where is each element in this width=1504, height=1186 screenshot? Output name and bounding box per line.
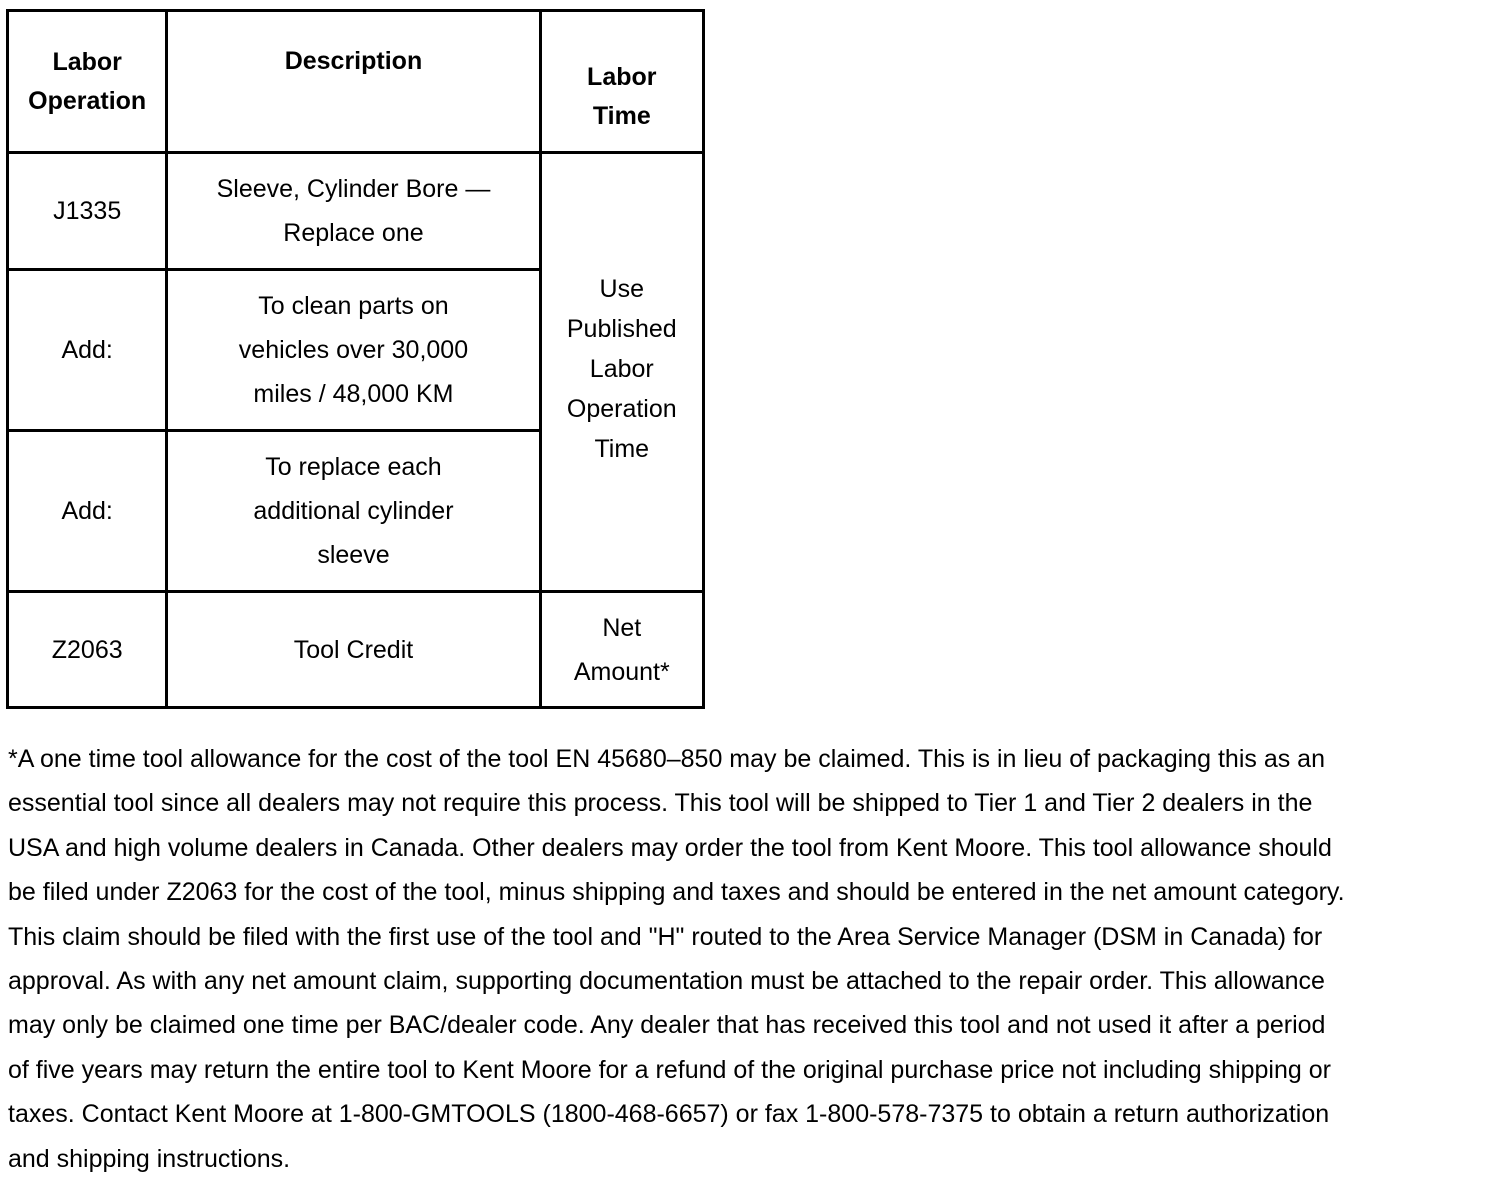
operation-code: Add: [61,336,113,364]
header-description [167,11,540,153]
description-text: Sleeve, Cylinder Bore — Replace one [216,175,491,247]
labor-operation-table [6,9,705,709]
operation-cell [8,270,167,431]
table-header-row [8,11,704,153]
header-description-text: Description [284,47,423,75]
labor-time-cell [540,592,703,708]
labor-time-text: Use Published Labor Operation Time [566,275,677,463]
labor-time-text: Net Amount* [573,613,670,686]
table-row [8,153,704,270]
operation-code: Z2063 [51,635,123,664]
operation-code: J1335 [53,197,122,225]
description-text: To clean parts on vehicles over 30,000 miles / 48,000 KM [238,292,469,408]
description-cell [167,153,540,270]
labor-time-merged-cell [540,153,703,592]
header-labor-operation [8,11,167,153]
header-labor-operation-text: Labor Operation [28,47,147,115]
description-cell [167,270,540,431]
operation-cell [8,153,167,270]
operation-cell [8,592,167,708]
description-text: To replace each additional cylinder sleeve [253,453,454,569]
table-row [8,592,704,708]
header-labor-time-text: Labor Time [587,62,657,130]
header-labor-time [540,11,703,153]
operation-code: Add: [61,497,113,525]
description-cell [167,431,540,592]
description-cell [167,592,540,708]
tool-allowance-footnote: *A one time tool allowance for the cost of the tool EN 45680–850 may be claimed. This is in lieu of packaging this as an essential tool since all dealers may not require this process. This tool will be shipped to Tier 1 and Tier 2 dealers in the USA and high volume dealers in Canada. Other dealers may order the tool from Kent Moore. This tool allowance should be filed under Z2063 for the cost of the tool, minus shipping and taxes and should be entered in the net amount category. This claim should be filed with the first use of the tool and "H" routed to the Area Service Manager (DSM in Canada) for approval. As with any net amount claim, supporting documentation must be attached to the repair order. This allowance may only be claimed one time per BAC/dealer code. Any dealer that has received this tool and not used it after a period of five years may return the entire tool to Kent Moore for a refund of the original purchase price not including shipping or taxes. Contact Kent Moore at 1-800-GMTOOLS (1800-468-6657) or fax 1-800-578-7375 to obtain a return authorization and shipping instructions. [8,745,1345,1173]
operation-cell [8,431,167,592]
description-text: Tool Credit [293,635,414,664]
